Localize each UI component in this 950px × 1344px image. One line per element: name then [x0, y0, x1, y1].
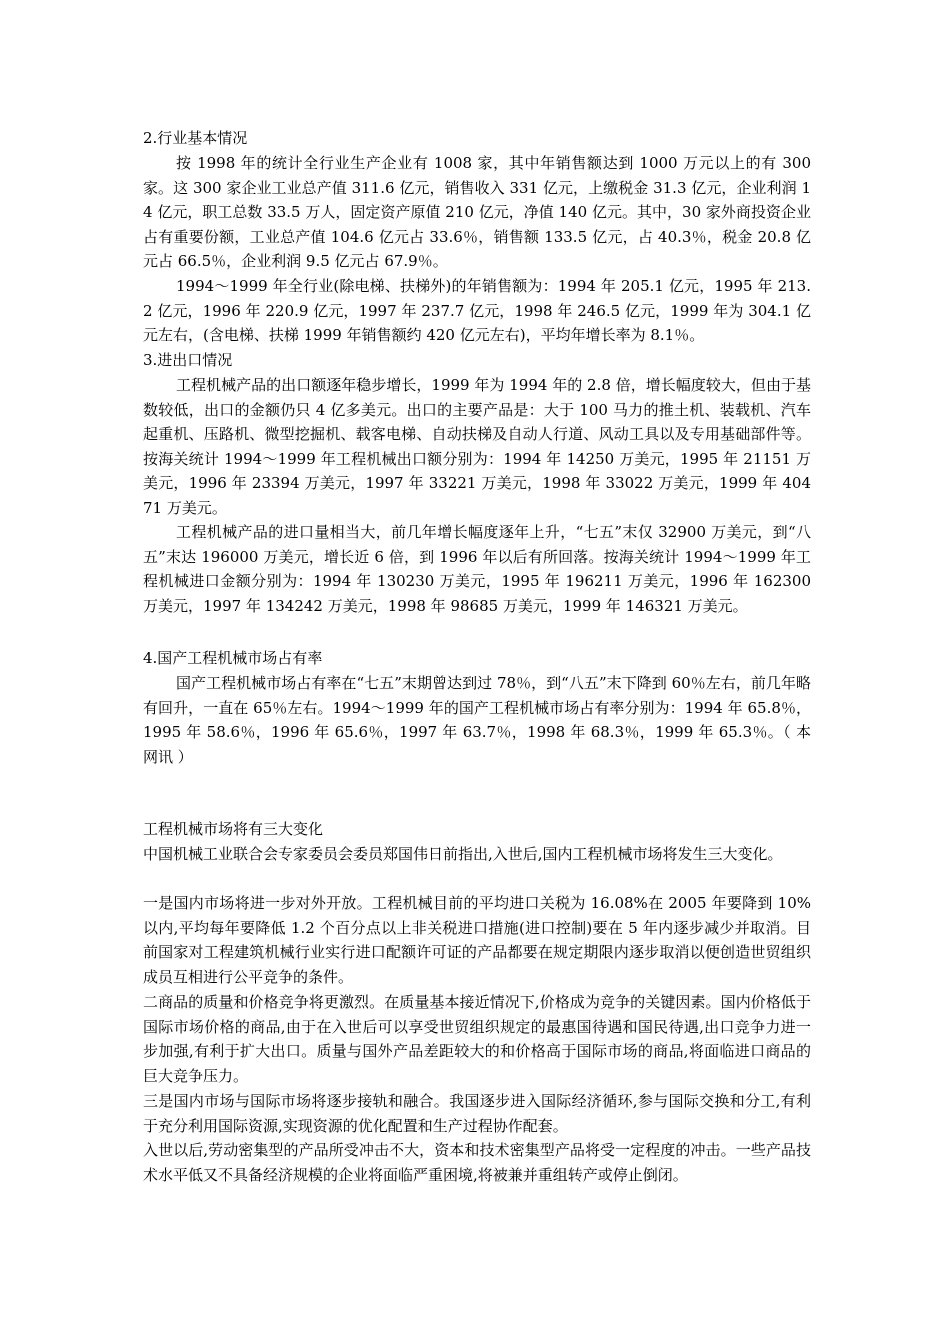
- paragraph-imports: 工程机械产品的进口量相当大，前几年增长幅度逐年上升，“七五”末仅 32900 万美元，到“八五”末达 196000 万美元，增长近 6 倍，到 1996 年以后有所回落。按海关统计 1994～1999 年工程机械进口金额分别为：1994 年 130230 万美元，1995 年 196211 万美元，1996 年 162300 万美元，1997 年 134242 万美元，1998 年 98685 万美元，1999 年 146321 万美元。: [143, 523, 811, 615]
- section-heading-industry-overview: 2.行业基本情况: [143, 129, 248, 147]
- paragraph-annual-sales: 1994～1999 年全行业(除电梯、扶梯外)的年销售额为：1994 年 205.1 亿元，1995 年 213.2 亿元，1996 年 220.9 亿元，1997 年 237.7 亿元，1998 年 246.5 亿元，1999 年为 304.1 亿元左右，(含电梯、扶梯 1999 年销售额约 420 亿元左右)，平均年增长率为 8.1％。: [143, 277, 811, 345]
- article-point-1: 一是国内市场将进一步对外开放。工程机械目前的平均进口关税为 16.08%在 2005 年要降到 10%以内,平均每年要降低 1.2 个百分点以上非关税进口措施(进口控制)要在 5 年内逐步减少并取消。目前国家对工程建筑机械行业实行进口配额许可证的产品都要在规定期限内逐步取消以便创造世贸组织成员互相进行公平竞争的条件。: [143, 894, 811, 986]
- article-title: 工程机械市场将有三大变化: [143, 820, 324, 838]
- section-heading-market-share: 4.国产工程机械市场占有率: [143, 649, 323, 667]
- article-point-3: 三是国内市场与国际市场将逐步接轨和融合。我国逐步进入国际经济循环,参与国际交换和分工,有利于充分利用国际资源,实现资源的优化配置和生产过程协作配套。: [143, 1092, 811, 1135]
- paragraph-market-share: 国产工程机械市场占有率在“七五”末期曾达到过 78％，到“八五”末下降到 60％左右，前几年略有回升，一直在 65％左右。1994～1999 年的国产工程机械市场占有率分别为：1994 年 65.8％，1995 年 58.6％，1996 年 65.6％，1997 年 63.7％，1998 年 68.3％，1999 年 65.3％。（ 本网讯 ）: [143, 674, 811, 766]
- article-intro: 中国机械工业联合会专家委员会委员郑国伟日前指出,入世后,国内工程机械市场将发生三大变化。: [143, 845, 783, 863]
- article-conclusion: 入世以后,劳动密集型的产品所受冲击不大，资本和技术密集型产品将受一定程度的冲击。一些产品技术水平低又不具备经济规模的企业将面临严重困境,将被兼并重组转产或停止倒闭。: [143, 1141, 811, 1184]
- article-point-2: 二商品的质量和价格竞争将更激烈。在质量基本接近情况下,价格成为竞争的关键因素。国内价格低于国际市场价格的商品,由于在入世后可以享受世贸组织规定的最惠国待遇和国民待遇,出口竞争力进一步加强,有利于扩大出口。质量与国外产品差距较大的和价格高于国际市场的商品,将面临进口商品的巨大竞争压力。: [143, 993, 811, 1085]
- paragraph-exports: 工程机械产品的出口额逐年稳步增长，1999 年为 1994 年的 2.8 倍，增长幅度较大，但由于基数较低，出口的金额仍只 4 亿多美元。出口的主要产品是：大于 100 马力的推土机、装载机、汽车起重机、压路机、微型挖掘机、载客电梯、自动扶梯及自动人行道、风动工具以及专用基础部件等。按海关统计 1994～1999 年工程机械出口额分别为：1994 年 14250 万美元，1995 年 21151 万美元，1996 年 23394 万美元，1997 年 33221 万美元，1998 年 33022 万美元，1999 年 40471 万美元。: [143, 376, 811, 517]
- section-heading-import-export: 3.进出口情况: [143, 351, 233, 369]
- paragraph-industry-stats: 按 1998 年的统计全行业生产企业有 1008 家，其中年销售额达到 1000 万元以上的有 300 家。这 300 家企业工业总产值 311.6 亿元，销售收入 331 亿元，上缴税金 31.3 亿元，企业利润 14 亿元，职工总数 33.5 万人，固定资产原值 210 亿元，净值 140 亿元。其中，30 家外商投资企业占有重要份额，工业总产值 104.6 亿元占 33.6％，销售额 133.5 亿元，占 40.3％，税金 20.8 亿元占 66.5％，企业利润 9.5 亿元占 67.9％。: [143, 154, 811, 271]
